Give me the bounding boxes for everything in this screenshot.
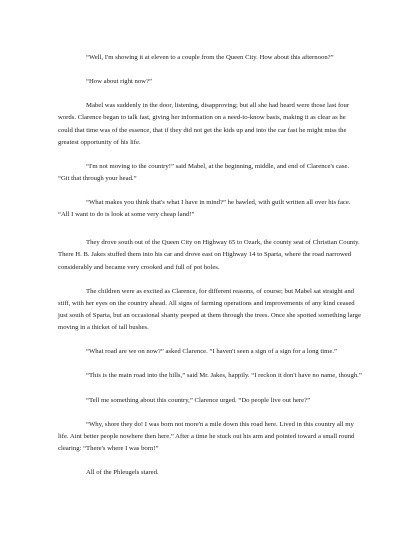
paragraph: The children were as excited as Clarence, for different reasons, of course; but Mabel sat straight and stiff, with her eyes on the country ahead. All signs of farming operations and improvements of any kind ceased just south of Sparta, but an occasional shanty peeped at them through the trees. Once she spotted something large moving in a thicket of tall bushes.: [58, 287, 361, 331]
paragraph: “What road are we on now?” asked Clarence. “I haven't seen a sign of a sign for a long time.”: [86, 348, 337, 356]
paragraph: “I'm not moving to the country!” said Mabel, at the beginning, middle, and end of Clarence's case. “Git that through your head.”: [58, 162, 350, 182]
paragraph: Mabel was suddenly in the door, listening, disapproving; but all she had heard were those last four words. Clarence began to talk fast, giving her information on a need-to-know basis, making it as clear as he could that time was of the essence, that if they did not get the kids up and into the car fast he might miss the greatest opportunity of his life.: [58, 102, 350, 146]
paragraph: All of the Phleugels stared.: [86, 469, 159, 477]
paragraph: “This is the main road into the hills,” said Mr. Jakes, happily. “I reckon it don't have no name, though.”: [86, 372, 362, 380]
paragraph: They drove south out of the Queen City on Highway 65 to Ozark, the county seat of Christian County. There H. B. Jakes stuffed them into his car and drove east on Highway 14 to Sparta, where the road narrowed considerably and became very crooked and full of pot holes.: [58, 239, 360, 271]
paragraph: “Tell me something about this country,” Clarence urged. “Do people live out here?”: [86, 396, 311, 404]
paragraph: “How about right now?”: [86, 78, 152, 86]
paragraph: “Why, shore they do! I was born not more'n a mile down this road here. Lived in this country all my life. Aint better people nowhere then here.” After a time he stuck out his arm and pointed toward a small round clearing: “There's where I was born!”: [58, 420, 355, 452]
paragraph: “Well, I'm showing it at eleven to a couple from the Queen City. How about this afternoon?”: [86, 54, 334, 61]
paragraph: “What makes you think that's what I have in mind?” he bawled, with guilt written all over his face. “All I want to do is look at some very cheap land!”: [58, 199, 351, 219]
